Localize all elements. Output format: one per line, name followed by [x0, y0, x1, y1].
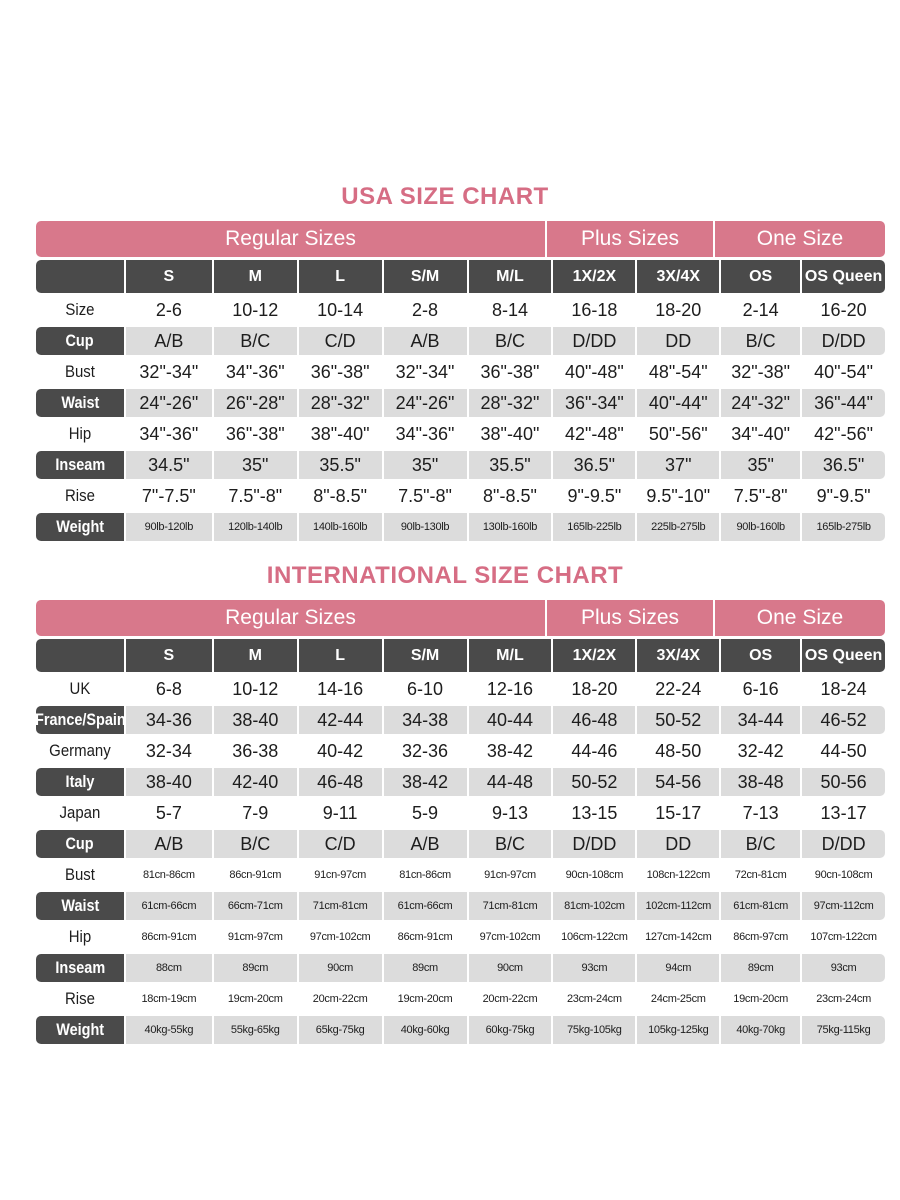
table-cell: 7-9 — [242, 802, 269, 823]
international-size-table — [36, 600, 885, 1044]
table-cell: 37" — [637, 451, 719, 479]
table-cell: 225lb-275lb — [637, 513, 719, 541]
column-header: OS Queen — [802, 260, 885, 293]
table-row — [36, 482, 885, 510]
table-cell: 12-16 — [486, 678, 533, 699]
table-cell: B/C — [721, 830, 800, 858]
table-cell: 34.5" — [126, 451, 212, 479]
usa-chart-title: USA SIZE CHART — [341, 183, 549, 210]
table-cell: B/C — [469, 830, 552, 858]
row-label — [36, 513, 124, 541]
column-header: L — [299, 260, 382, 293]
table-cell: 14-16 — [317, 678, 364, 699]
one-size-band: One Size — [715, 600, 885, 636]
table-cell: 2-6 — [155, 299, 182, 320]
table-row — [36, 799, 885, 827]
table-cell: 40"-48" — [564, 361, 624, 382]
table-cell: 75kg-115kg — [802, 1016, 885, 1044]
table-cell: 44-50 — [820, 740, 867, 761]
table-cell: 34"-36" — [395, 423, 455, 444]
table-cell: A/B — [384, 830, 467, 858]
table-cell: 19cm-20cm — [397, 993, 453, 1005]
table-cell: 32"-34" — [395, 361, 455, 382]
table-cell: 8-14 — [491, 299, 528, 320]
table-cell: 94cm — [637, 954, 719, 982]
table-cell: 66cm-71cm — [214, 892, 297, 920]
table-cell: B/C — [469, 327, 552, 355]
table-cell: 38-40 — [214, 706, 297, 734]
table-row — [36, 923, 885, 951]
table-cell: 120lb-140lb — [214, 513, 297, 541]
table-cell: 6-10 — [407, 678, 444, 699]
table-cell: 102cm-112cm — [637, 892, 719, 920]
table-cell: 91cm-97cm — [227, 931, 283, 943]
table-cell: D/DD — [802, 327, 885, 355]
table-cell: 7"-7.5" — [141, 485, 196, 506]
table-cell: 54-56 — [637, 768, 719, 796]
row-label: Bust — [64, 865, 95, 884]
table-cell: 35" — [214, 451, 297, 479]
table-cell: 23cm-24cm — [566, 993, 622, 1005]
row-label-text: Cup — [65, 834, 94, 853]
table-cell: 88cm — [126, 954, 212, 982]
table-cell: 90cn-108cm — [814, 869, 873, 881]
row-label-text: Inseam — [55, 455, 105, 474]
table-cell: 90cm — [469, 954, 552, 982]
table-cell: DD — [637, 830, 719, 858]
table-cell: 46-48 — [299, 768, 382, 796]
row-label: Hip — [68, 424, 92, 443]
table-cell: 18-20 — [655, 299, 702, 320]
table-cell: 40-42 — [317, 740, 364, 761]
table-row — [36, 327, 885, 355]
table-cell: 97cm-102cm — [309, 931, 371, 943]
table-cell: 140lb-160lb — [299, 513, 382, 541]
table-cell: 38-42 — [384, 768, 467, 796]
table-cell: 90cm — [299, 954, 382, 982]
table-cell: 9-13 — [491, 802, 528, 823]
table-cell: 86cm-97cm — [733, 931, 789, 943]
table-cell: 50"-56" — [648, 423, 708, 444]
table-cell: 40kg-55kg — [126, 1016, 212, 1044]
table-cell: 9"-9.5" — [567, 485, 622, 506]
table-cell: 55kg-65kg — [214, 1016, 297, 1044]
table-cell: 61cm-81cm — [721, 892, 800, 920]
table-cell: 65kg-75kg — [299, 1016, 382, 1044]
table-cell: 90lb-160lb — [721, 513, 800, 541]
table-cell: 36"-34" — [553, 389, 635, 417]
table-cell: 81cn-86cm — [399, 869, 451, 881]
table-cell: 36.5" — [553, 451, 635, 479]
row-label — [36, 954, 124, 982]
table-cell: 24"-26" — [384, 389, 467, 417]
one-size-band: One Size — [715, 221, 885, 257]
table-row — [36, 768, 885, 796]
size-column-header-row — [36, 639, 885, 672]
row-label: Bust — [64, 362, 95, 381]
table-cell: 38"-40" — [480, 423, 540, 444]
table-cell: 7.5"-8" — [228, 485, 283, 506]
table-cell: 48"-54" — [648, 361, 708, 382]
table-cell: 107cm-122cm — [810, 931, 877, 943]
table-cell: 36"-38" — [225, 423, 285, 444]
table-cell: 7.5"-8" — [398, 485, 452, 506]
table-cell: 40"-54" — [814, 361, 873, 382]
table-cell: 75kg-105kg — [553, 1016, 635, 1044]
table-cell: 97cm-102cm — [479, 931, 541, 943]
table-row — [36, 830, 885, 858]
table-cell: 46-48 — [553, 706, 635, 734]
table-cell: 36"-38" — [310, 361, 370, 382]
column-header: S — [126, 260, 212, 293]
table-cell: 165lb-225lb — [553, 513, 635, 541]
table-cell: C/D — [299, 327, 382, 355]
row-label: Rise — [64, 486, 95, 505]
table-cell: 106cm-122cm — [561, 931, 628, 943]
table-cell: 42"-56" — [814, 423, 873, 444]
table-cell: DD — [637, 327, 719, 355]
column-header: 1X/2X — [553, 260, 635, 293]
table-row — [36, 675, 885, 703]
table-cell: 35" — [721, 451, 800, 479]
row-label — [36, 706, 124, 734]
row-label: Germany — [49, 741, 111, 760]
table-cell: 32-42 — [737, 740, 784, 761]
column-header: S/M — [384, 639, 467, 672]
table-cell: A/B — [126, 830, 212, 858]
row-label-text: Inseam — [55, 958, 105, 977]
table-cell: 127cm-142cm — [645, 931, 712, 943]
plus-sizes-band: Plus Sizes — [547, 600, 713, 636]
table-cell: 6-8 — [155, 678, 182, 699]
row-label — [36, 327, 124, 355]
table-cell: 89cm — [384, 954, 467, 982]
table-cell: 10-12 — [232, 299, 279, 320]
table-cell: 40kg-70kg — [721, 1016, 800, 1044]
table-cell: 34-38 — [384, 706, 467, 734]
usa-size-table — [36, 221, 885, 541]
row-label — [36, 451, 124, 479]
table-cell: 10-14 — [317, 299, 364, 320]
table-cell: 2-8 — [412, 299, 439, 320]
table-cell: 7.5"-8" — [733, 485, 788, 506]
table-cell: 34-36 — [126, 706, 212, 734]
table-cell: 34-44 — [721, 706, 800, 734]
row-label: Japan — [59, 803, 101, 822]
table-row — [36, 737, 885, 765]
table-cell: A/B — [126, 327, 212, 355]
table-row — [36, 513, 885, 541]
row-label-text: Waist — [60, 896, 99, 915]
table-cell: A/B — [384, 327, 467, 355]
row-label-text: France/Spain — [34, 710, 126, 729]
row-label — [36, 768, 124, 796]
table-cell: 42"-48" — [564, 423, 624, 444]
size-column-header-row — [36, 260, 885, 293]
table-cell: 9.5"-10" — [646, 485, 711, 506]
table-cell: 97cm-112cm — [802, 892, 885, 920]
row-label-text: Waist — [60, 393, 99, 412]
table-row — [36, 389, 885, 417]
table-cell: 86cm-91cm — [397, 931, 453, 943]
column-header: OS — [721, 260, 800, 293]
table-cell: 36.5" — [802, 451, 885, 479]
row-label — [36, 389, 124, 417]
table-cell: 18cm-19cm — [141, 993, 197, 1005]
table-cell: 48-50 — [655, 740, 702, 761]
table-cell: 86cn-91cm — [229, 869, 282, 881]
table-cell: 38-42 — [486, 740, 533, 761]
table-cell: 38-40 — [126, 768, 212, 796]
table-cell: 8"-8.5" — [313, 485, 368, 506]
table-cell: 5-7 — [155, 802, 182, 823]
table-row — [36, 1016, 885, 1044]
table-cell: B/C — [721, 327, 800, 355]
table-cell: 20cm-22cm — [482, 993, 538, 1005]
table-cell: 38"-40" — [310, 423, 370, 444]
table-cell: 18-24 — [820, 678, 867, 699]
table-row — [36, 451, 885, 479]
header-corner — [36, 260, 124, 293]
table-cell: 16-20 — [820, 299, 867, 320]
row-label: Size — [65, 300, 95, 319]
table-cell: 93cm — [802, 954, 885, 982]
table-cell: 34"-36" — [225, 361, 285, 382]
table-cell: 61cm-66cm — [126, 892, 212, 920]
table-cell: 32"-38" — [731, 361, 791, 382]
table-cell: 16-18 — [571, 299, 618, 320]
table-cell: 50-52 — [637, 706, 719, 734]
table-cell: 93cm — [553, 954, 635, 982]
column-header: 3X/4X — [637, 639, 719, 672]
table-cell: D/DD — [553, 327, 635, 355]
table-cell: 108cn-122cm — [646, 869, 710, 881]
table-cell: 44-48 — [469, 768, 552, 796]
table-cell: 34"-40" — [731, 423, 791, 444]
table-cell: 71cm-81cm — [299, 892, 382, 920]
table-cell: 81cn-86cm — [142, 869, 195, 881]
table-cell: 15-17 — [655, 802, 702, 823]
table-cell: 81cm-102cm — [553, 892, 635, 920]
regular-sizes-band: Regular Sizes — [36, 600, 545, 636]
table-cell: 105kg-125kg — [637, 1016, 719, 1044]
table-cell: 38-48 — [721, 768, 800, 796]
table-cell: 10-12 — [232, 678, 279, 699]
table-cell: 9-11 — [322, 802, 358, 823]
table-cell: 24"-32" — [721, 389, 800, 417]
row-label-text: Weight — [55, 1020, 104, 1039]
table-cell: 8"-8.5" — [483, 485, 537, 506]
table-cell: 165lb-275lb — [802, 513, 885, 541]
table-cell: 36"-44" — [802, 389, 885, 417]
table-cell: 91cn-97cm — [314, 869, 366, 881]
table-cell: 36"-38" — [480, 361, 540, 382]
table-cell: 35.5" — [469, 451, 552, 479]
table-cell: B/C — [214, 830, 297, 858]
table-cell: 22-24 — [655, 678, 702, 699]
size-group-header-row — [36, 221, 885, 257]
column-header: OS Queen — [802, 639, 885, 672]
table-row — [36, 296, 885, 324]
table-cell: 50-56 — [802, 768, 885, 796]
table-cell: 35" — [384, 451, 467, 479]
column-header: OS — [721, 639, 800, 672]
table-cell: 24cm-25cm — [650, 993, 706, 1005]
row-label: Hip — [68, 927, 92, 946]
table-cell: 130lb-160lb — [469, 513, 552, 541]
row-label-text: Weight — [55, 517, 104, 536]
table-row — [36, 985, 885, 1013]
table-cell: 61cm-66cm — [384, 892, 467, 920]
table-cell: 32-36 — [402, 740, 449, 761]
table-cell: 28"-32" — [469, 389, 552, 417]
table-cell: 90lb-120lb — [126, 513, 212, 541]
table-row — [36, 954, 885, 982]
row-label-text: Cup — [65, 331, 94, 350]
table-cell: 90cn-108cm — [565, 869, 624, 881]
table-cell: 42-44 — [299, 706, 382, 734]
table-cell: 5-9 — [412, 802, 439, 823]
plus-sizes-band: Plus Sizes — [547, 221, 713, 257]
table-cell: 44-46 — [571, 740, 618, 761]
row-label — [36, 892, 124, 920]
table-cell: 40-44 — [469, 706, 552, 734]
table-cell: 32-34 — [145, 740, 192, 761]
row-label: Rise — [64, 989, 95, 1008]
column-header: M — [214, 639, 297, 672]
table-row — [36, 861, 885, 889]
table-row — [36, 358, 885, 386]
column-header: S — [126, 639, 212, 672]
table-cell: 20cm-22cm — [312, 993, 368, 1005]
table-cell: 28"-32" — [299, 389, 382, 417]
table-row — [36, 420, 885, 448]
table-cell: 36-38 — [232, 740, 279, 761]
table-cell: 86cm-91cm — [141, 931, 197, 943]
table-cell: 32"-34" — [139, 361, 199, 382]
table-cell: 13-15 — [571, 802, 618, 823]
row-label: UK — [69, 679, 91, 698]
row-label — [36, 1016, 124, 1044]
table-cell: 60kg-75kg — [469, 1016, 552, 1044]
table-cell: 24"-26" — [126, 389, 212, 417]
table-cell: 26"-28" — [214, 389, 297, 417]
table-cell: 13-17 — [820, 802, 867, 823]
row-label-text: Italy — [65, 772, 95, 791]
column-header: 3X/4X — [637, 260, 719, 293]
table-cell: 89cm — [214, 954, 297, 982]
table-cell: 19cm-20cm — [227, 993, 283, 1005]
size-group-header-row — [36, 600, 885, 636]
table-cell: 18-20 — [571, 678, 618, 699]
table-cell: 72cn-81cm — [734, 869, 787, 881]
table-cell: 2-14 — [742, 299, 779, 320]
table-cell: 40"-44" — [637, 389, 719, 417]
column-header: L — [299, 639, 382, 672]
table-cell: B/C — [214, 327, 297, 355]
table-cell: 90lb-130lb — [384, 513, 467, 541]
table-cell: 7-13 — [742, 802, 779, 823]
table-cell: 71cm-81cm — [469, 892, 552, 920]
table-row — [36, 706, 885, 734]
column-header: 1X/2X — [553, 639, 635, 672]
column-header: M/L — [469, 639, 552, 672]
column-header: M — [214, 260, 297, 293]
table-cell: 40kg-60kg — [384, 1016, 467, 1044]
table-cell: 91cn-97cm — [484, 869, 536, 881]
table-cell: 46-52 — [802, 706, 885, 734]
table-cell: 6-16 — [742, 678, 779, 699]
table-cell: 35.5" — [299, 451, 382, 479]
table-cell: 42-40 — [214, 768, 297, 796]
row-label — [36, 830, 124, 858]
header-corner — [36, 639, 124, 672]
column-header: S/M — [384, 260, 467, 293]
table-cell: 89cm — [721, 954, 800, 982]
table-cell: 50-52 — [553, 768, 635, 796]
table-cell: D/DD — [802, 830, 885, 858]
table-cell: 9"-9.5" — [816, 485, 871, 506]
table-cell: 23cm-24cm — [816, 993, 871, 1005]
table-cell: 34"-36" — [139, 423, 199, 444]
table-cell: 19cm-20cm — [733, 993, 789, 1005]
table-cell: D/DD — [553, 830, 635, 858]
international-chart-title: INTERNATIONAL SIZE CHART — [266, 562, 624, 589]
regular-sizes-band: Regular Sizes — [36, 221, 545, 257]
table-cell: C/D — [299, 830, 382, 858]
column-header: M/L — [469, 260, 552, 293]
table-row — [36, 892, 885, 920]
